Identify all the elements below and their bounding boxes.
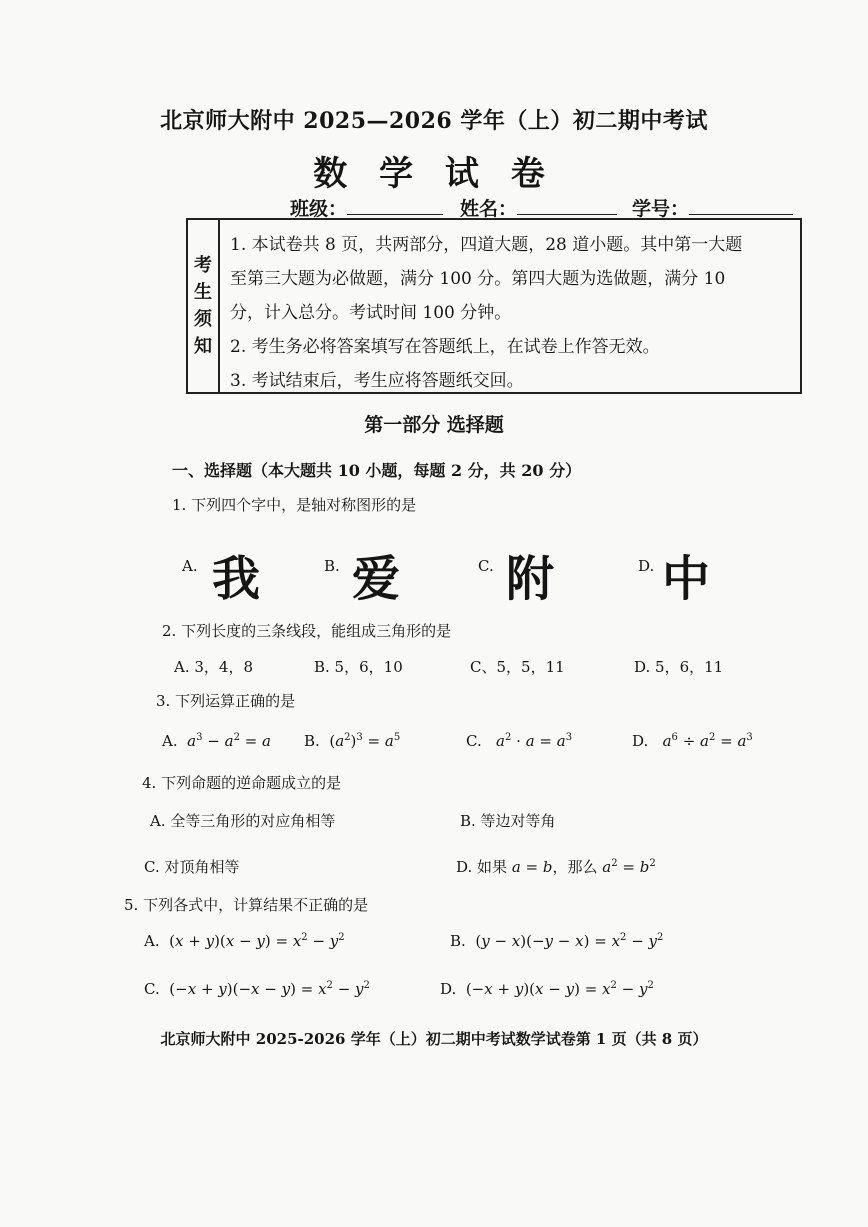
page-footer: 北京师大附中 2025-2026 学年（上）初二期中考试数学试卷第 1 页（共 8 页） [160,1030,708,1048]
question-1-option-c[interactable] [478,551,588,607]
class-blank [347,196,443,215]
option-label: B. [450,932,466,950]
option-c-character: 附 [506,551,555,607]
option-label: C. [478,557,494,575]
notice-line: 至第三大题为必做题，满分 100 分。第四大题为选做题，满分 10 [230,269,726,289]
option-label: A. [182,557,198,575]
question-4-option-d[interactable] [456,856,656,877]
option-formula: $a^6 \div a^2 = a^3$ [662,732,753,750]
question-4-option-a[interactable]: A. 全等三角形的对应角相等 [150,812,336,830]
question-4-stem: 4. 下列命题的逆命题成立的是 [142,774,342,792]
class-field [290,194,443,221]
notice-heading-char: 知 [194,336,212,357]
question-1-stem: 1. 下列四个字中，是轴对称图形的是 [172,496,417,514]
option-formula: $(y - x)(-y - x) = x^2 - y^2$ [470,932,664,950]
school-exam-title: 北京师大附中 2025—2026 学年（上）初二期中考试 [160,108,708,134]
question-2-option-d[interactable]: D. 5，6，11 [634,658,724,676]
question-1-option-a[interactable] [182,551,292,607]
question-3-option-b[interactable] [304,732,400,750]
option-label: B. [324,557,340,575]
option-label: A. [162,732,178,750]
name-label: 姓名： [460,198,518,220]
name-blank [517,196,617,215]
option-label: D. 如果 [456,858,508,876]
question-4-option-c[interactable]: C. 对顶角相等 [144,858,240,876]
option-label: D. [632,732,649,750]
option-label: C. [466,732,482,750]
option-formula: $a^2 \cdot a = a^3$ [496,732,573,750]
notice-line: 1. 本试卷共 8 页，共两部分，四道大题，28 道小题。其中第一大题 [230,235,743,255]
question-2-option-a[interactable]: A. 3，4，8 [174,658,253,676]
notice-heading [188,220,220,392]
notice-heading-char: 考 [194,255,212,276]
student-id-blank [689,196,793,215]
notice-heading-char: 须 [194,309,212,330]
option-formula: $a^3 - a^2 = a$ [187,732,271,750]
option-label: D. [638,557,655,575]
option-formula: $(a^2)^3 = a^5$ [324,732,401,750]
option-formula: $(-x + y)(-x - y) = x^2 - y^2$ [164,980,370,998]
part-heading: 一、选择题（本大题共 10 小题，每题 2 分，共 20 分） [172,461,582,480]
option-label: B. [304,732,320,750]
question-5-option-b[interactable] [450,932,663,950]
question-3-option-d[interactable] [632,732,753,750]
question-2-stem: 2. 下列长度的三条线段，能组成三角形的是 [162,622,452,640]
option-label: A. [144,932,160,950]
option-label: D. [440,980,457,998]
notice-line: 3. 考试结束后，考生应将答题纸交回。 [230,371,524,391]
notice-line: 分，计入总分。考试时间 100 分钟。 [230,303,512,323]
question-5-option-a[interactable] [144,932,345,950]
question-4-option-b[interactable]: B. 等边对等角 [460,812,556,830]
notice-line: 2. 考生务必将答案填写在答题纸上，在试卷上作答无效。 [230,337,660,357]
subject-title: 数 学 试 卷 [313,154,555,194]
section-title: 第一部分 选择题 [364,414,504,436]
option-label: C. [144,980,160,998]
question-2-option-b[interactable]: B. 5，6，10 [314,658,403,676]
student-id-field [632,194,793,221]
option-formula: a = b，那么 $a^2 = b^2$ [511,858,656,876]
class-label: 班级： [290,198,348,220]
question-1-option-b[interactable] [324,551,434,607]
question-3-stem: 3. 下列运算正确的是 [156,692,296,710]
option-formula: $(x + y)(x - y) = x^2 - y^2$ [164,932,345,950]
student-id-label: 学号： [632,198,690,220]
question-5-option-d[interactable] [440,980,654,998]
question-2-option-c[interactable]: C、5，5，11 [470,658,565,676]
option-b-character: 爱 [352,551,401,607]
notice-heading-char: 生 [194,282,212,303]
question-5-option-c[interactable] [144,980,370,998]
question-1-option-d[interactable] [638,551,748,607]
question-5-stem: 5. 下列各式中，计算结果不正确的是 [124,896,369,914]
name-field [460,194,617,221]
option-formula: $(-x + y)(x - y) = x^2 - y^2$ [461,980,654,998]
exam-notice-box [186,218,802,394]
question-3-option-c[interactable] [466,732,572,750]
question-3-option-a[interactable] [162,732,271,750]
option-a-character: 我 [212,551,261,607]
option-d-character: 中 [662,551,711,607]
